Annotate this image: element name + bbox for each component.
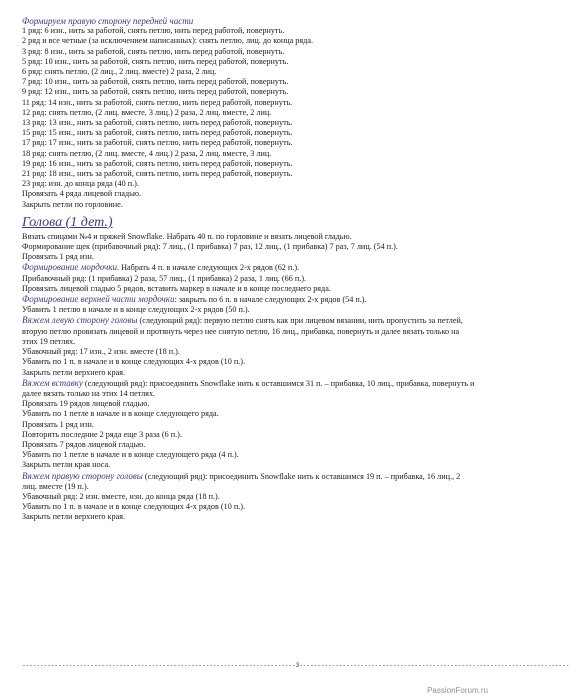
- insert-purl-row: Провязать 1 ряд изн.: [22, 419, 94, 429]
- right-decrease-row: Убавочный ряд: 2 изн. вместе, изн. до конца ряда (18 п.).: [22, 491, 220, 501]
- left-side-text: (следующий ряд): первую петлю снять как при лицевом вязании, нить пропустить за петлей, вторую петлю провязать лицевой и протянуть через нее снятую петлю, 16 лиц., прибавка, повернуть и далее вязать только на этих 19 петлях.: [22, 316, 463, 346]
- front-row-line: 23 ряд: изн. до конца ряда (40 п.).: [22, 179, 139, 189]
- front-row-line: Провязать 4 ряда лицевой гладью.: [22, 189, 142, 199]
- right-decrease-4: Убавить по 1 п. в начале и в конце следующих 4-х рядов (10 п.).: [22, 502, 246, 512]
- right-side-lead: Вяжем правую сторону головы: [22, 470, 143, 481]
- insert-lead: Вяжем вставку: [22, 377, 83, 388]
- upper-muzzle-lead: Формирование верхней части мордочки: [22, 294, 175, 305]
- front-row-line: 9 ряд: 12 изн., нить за работой, снять петлю, нить перед работой, повернуть.: [22, 87, 289, 97]
- front-row-line: 2 ряд и все четные (за исключением написанных): снять петлю, лиц. до конца ряда.: [22, 36, 313, 46]
- front-row-line: Закрыть петли по горловине.: [22, 199, 123, 209]
- page-footer: [22, 662, 569, 670]
- insert-text: (следующий ряд): присоединить Snowflake нить к оставшимся 31 п. – прибавка, 10 лиц., прибавка, повернуть и далее вязать только на этих 14 петлях.: [22, 378, 475, 398]
- footer-dash-left: ----------------------------------------------------------------------------: [22, 662, 296, 669]
- front-row-line: 21 ряд: 18 изн., нить за работой, снять петлю, нить перед работой, повернуть.: [22, 169, 293, 179]
- head-muzzle-para: [22, 262, 476, 273]
- head-decrease-both: Убавить 1 петлю в начале и в конце следующих 2-х рядов (50 п.).: [22, 305, 250, 315]
- right-bind-off: Закрыть петли верхнего края.: [22, 512, 126, 522]
- right-side-para: [22, 471, 476, 492]
- front-row-line: 19 ряд: 16 изн., нить за работой, снять петлю, нить перед работой, повернуть.: [22, 158, 293, 168]
- front-right-side-header: Формируем правую сторону передней части: [22, 16, 194, 26]
- page-number: 3: [295, 662, 300, 669]
- front-row-line: 7 ряд: 10 изн., нить за работой, снять петлю, нить перед работой, повернуть.: [22, 77, 289, 87]
- front-row-line: 11 ряд: 14 изн., нить за работой, снять петлю, нить перед работой, повернуть.: [22, 97, 293, 107]
- site-watermark: PassionForum.ru: [427, 686, 488, 695]
- head-intro: Вязать спицами №4 и пряжей Snowflake. Набрать 40 п. по горловине и вязать лицевой гладью.: [22, 231, 352, 241]
- front-row-line: 18 ряд: снять петлю, (2 лиц. вместе, 4 лиц.) 2 раза, 2 лиц. вместе, 3 лиц.: [22, 148, 272, 158]
- right-side-text: (следующий ряд): присоединить Snowflake нить к оставшимся 19 п. – прибавка, 16 лиц., 2 лиц. вместе (19 п.).: [22, 471, 461, 491]
- insert-para: [22, 378, 476, 399]
- muzzle-lead: Формирование мордочки: [22, 262, 118, 273]
- head-section-title: Голова (1 дет.): [22, 214, 113, 230]
- front-row-line: 17 ряд: 17 изн., нить за работой, снять петлю, нить перед работой, повернуть.: [22, 138, 293, 148]
- insert-repeat: Повторить последние 2 ряда еще 3 раза (6 п.).: [22, 429, 182, 439]
- insert-bind-off: Закрыть петли края носа.: [22, 460, 111, 470]
- front-row-line: 5 ряд: 10 изн., нить за работой, снять петлю, нить перед работой, повернуть.: [22, 56, 289, 66]
- head-purl-row: Провязать 1 ряд изн.: [22, 252, 94, 262]
- insert-19-rows: Провязать 19 рядов лицевой гладью.: [22, 399, 150, 409]
- front-row-line: 13 ряд: 13 изн., нить за работой, снять петлю, нить перед работой, повернуть.: [22, 118, 293, 128]
- left-decrease-row: Убавочный ряд: 17 изн., 2 изн. вместе (18 п.).: [22, 347, 180, 357]
- head-stockinette-5: Провязать лицевой гладью 5 рядов, вставить маркер в начале и в конце последнего ряда.: [22, 283, 331, 293]
- front-rows-list: [22, 26, 476, 210]
- front-row-line: 3 ряд: 8 изн., нить за работой, снять петлю, нить перед работой, повернуть.: [22, 46, 285, 56]
- footer-dash-right: ---------------------------------------------------------------------------: [299, 662, 569, 669]
- insert-decrease-4: Убавить по 1 петле в начале и в конце следующего ряда (4 п.).: [22, 450, 239, 460]
- front-row-line: 12 ряд: снять петлю, (2 лиц. вместе, 3 лиц.) 2 раза, 2 лиц. вместе, 2 лиц.: [22, 107, 272, 117]
- upper-muzzle-text: : закрыть по 6 п. в начале следующих 2-х рядов (54 п.).: [174, 295, 367, 305]
- front-row-line: 6 ряд: снять петлю, (2 лиц., 2 лиц. вместе) 2 раза, 2 лиц.: [22, 67, 217, 77]
- head-upper-muzzle-para: [22, 294, 476, 305]
- left-bind-off: Закрыть петли верхнего края.: [22, 367, 126, 377]
- head-cheeks: Формирование щек (прибавочный ряд): 7 лиц., (1 прибавка) 7 раз, 12 лиц., (1 прибавка) 7 раз, 7 лиц. (54 п.).: [22, 242, 398, 252]
- document-body: [22, 16, 476, 523]
- front-row-line: 1 ряд: 6 изн., нить за работой, снять петлю, нить перед работой, повернуть.: [22, 26, 285, 36]
- left-side-lead: Вяжем левую сторону головы: [22, 315, 138, 326]
- left-side-para: [22, 315, 476, 347]
- left-decrease-4: Убавить по 1 п. в начале и в конце следующих 4-х рядов (10 п.).: [22, 357, 246, 367]
- head-increase-row: Прибавочный ряд: (1 прибавка) 2 раза, 57 лиц., (1 прибавка) 2 раза, 1 лиц. (66 п.).: [22, 273, 307, 283]
- insert-7-rows: Провязать 7 рядов лицевой гладью.: [22, 439, 146, 449]
- front-row-line: 15 ряд: 15 изн., нить за работой, снять петлю, нить перед работой, повернуть.: [22, 128, 293, 138]
- insert-decrease-1: Убавить по 1 петле в начале и в конце следующего ряда.: [22, 409, 219, 419]
- muzzle-text: . Набрать 4 п. в начале следующих 2-х рядов (62 п.).: [117, 263, 300, 273]
